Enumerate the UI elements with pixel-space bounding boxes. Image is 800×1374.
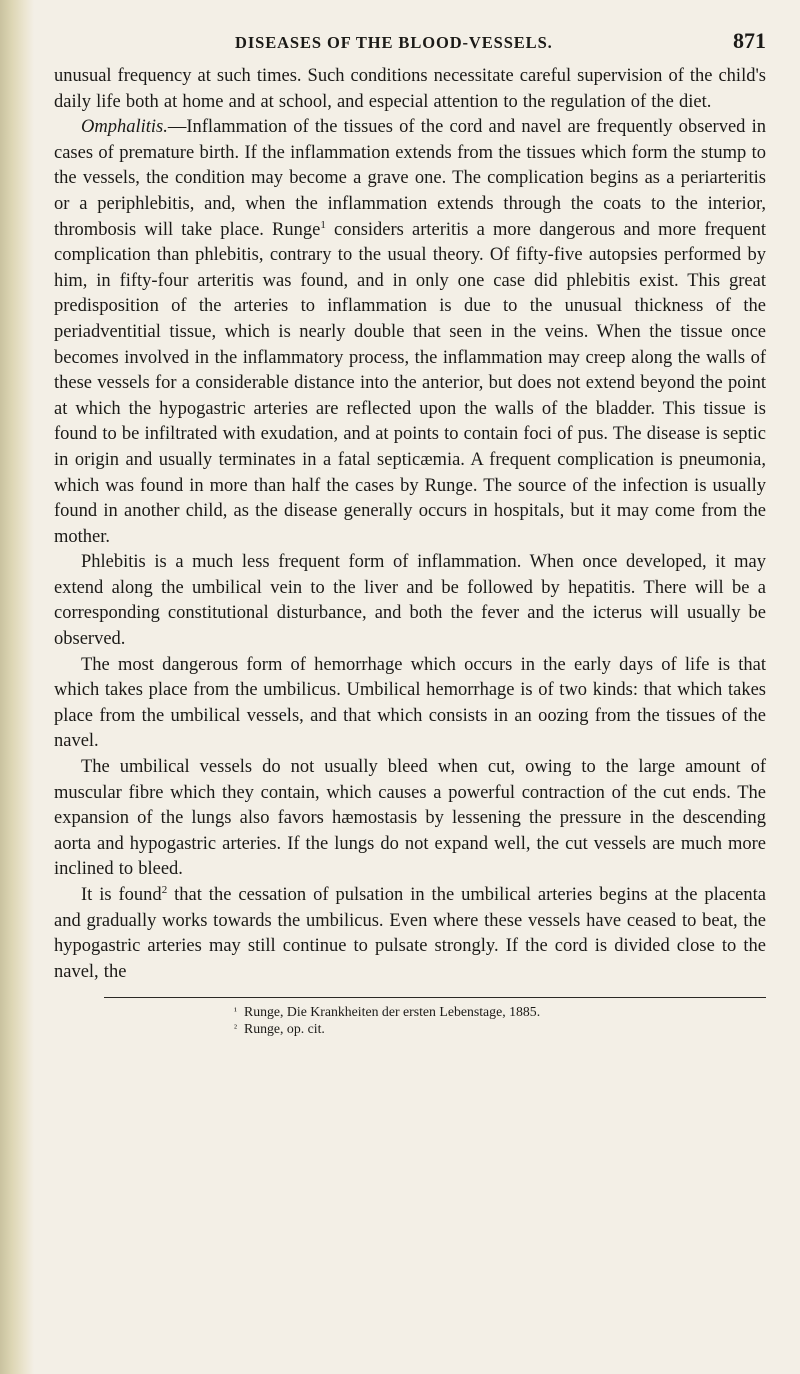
paragraph: [54, 653, 766, 755]
paragraph-text: —Inflammation of the tissues of the cord and navel are frequently observed in cases of premature birth. If the inflammation extends from the tissues which form the stump to the vessels, the condition may become a grave one. The complication begins as a periarteritis or a periphlebitis, and, when the inflammation extends through the coats to the interior, thrombosis will take place. Runge: [54, 117, 766, 240]
paragraph-text: It is found: [81, 885, 162, 905]
paragraph-text: The most dangerous form of hemorrhage which occurs in the early days of life is that which takes place from the umbilicus. Umbilical hemorrhage is of two kinds: that which takes place from the umbilical vessels, and that which consists in an oozing from the tissues of the navel.: [54, 654, 766, 752]
body-text: [54, 64, 766, 985]
footnote-text: Runge, op. cit.: [244, 1020, 325, 1036]
paragraph-text: Phlebitis is a much less frequent form of inflammation. When once developed, it may extend along the umbilical vein to the liver and be followed by hepatitis. There will be a corresponding constitutional disturbance, and both the fever and the icterus will usually be observed.: [54, 552, 766, 650]
paragraph-text: considers arteritis a more dangerous and more frequent complication than phlebitis, contrary to the usual theory. Of fifty-five autopsies performed by him, in fifty-four arteritis was found, and in only one case did phlebitis exist. This great predisposition of the arteries to inflammation is due to the unusual thickness of the periadventitial tissue, which is nearly double that seen in the veins. When the tissue once becomes involved in the inflammatory process, the inflammation may creep along the walls of these vessels for a considerable distance into the anterior, but does not extend beyond the point at which the hypogastric arteries are reflected upon the walls of the bladder. This tissue is found to be infiltrated with exudation, and at points to contain foci of pus. The disease is septic in origin and usually terminates in a fatal septicæmia. A frequent complication is pneumonia, which was found in more than half the cases by Runge. The source of the infection is usually found in another child, as the disease generally occurs in hospitals, but it may come from the mother.: [54, 219, 766, 547]
book-page: [54, 28, 766, 1037]
footnote-text: Runge, Die Krankheiten der ersten Lebenstage, 1885.: [244, 1004, 541, 1020]
paragraph-omphalitis: [54, 115, 766, 550]
paragraph-text: unusual frequency at such times. Such conditions necessitate careful supervision of the child's daily life both at home and at school, and especial attention to the regulation of the diet.: [54, 66, 766, 112]
paragraph: [54, 64, 766, 115]
running-head: DISEASES OF THE BLOOD-VESSELS.: [235, 33, 553, 52]
footnotes: [54, 1004, 766, 1037]
footnote: [234, 1004, 766, 1021]
book-spine-shadow: [0, 0, 34, 1374]
section-term: Omphalitis.: [81, 117, 168, 138]
paragraph-text: The umbilical vessels do not usually bleed when cut, owing to the large amount of muscular fibre which they contain, which causes a powerful contraction of the cut ends. The expansion of the lungs also favors hæmostasis by lessening the pressure in the descending aorta and hypogastric arteries. If the lungs do not expand well, the cut vessels are much more inclined to bleed.: [54, 757, 766, 880]
footnote-ref[interactable]: 1: [320, 218, 326, 231]
page-header: [54, 28, 766, 62]
paragraph: [54, 883, 766, 985]
footnote-ref[interactable]: 2: [161, 883, 168, 896]
footnote-rule: [104, 997, 766, 998]
page-number: 871: [733, 28, 766, 53]
paragraph-text: that the cessation of pulsation in the umbilical arteries begins at the placenta and gradually works towards the umbilicus. Even where these vessels have ceased to beat, the hypogastric arteries may still continue to pulsate strongly. If the cord is divided close to the navel, the: [54, 885, 766, 982]
footnote-mark: ²: [234, 1022, 237, 1034]
paragraph: [54, 550, 766, 652]
paragraph: [54, 755, 766, 883]
footnote: [234, 1021, 766, 1038]
footnote-mark: ¹: [234, 1006, 237, 1018]
